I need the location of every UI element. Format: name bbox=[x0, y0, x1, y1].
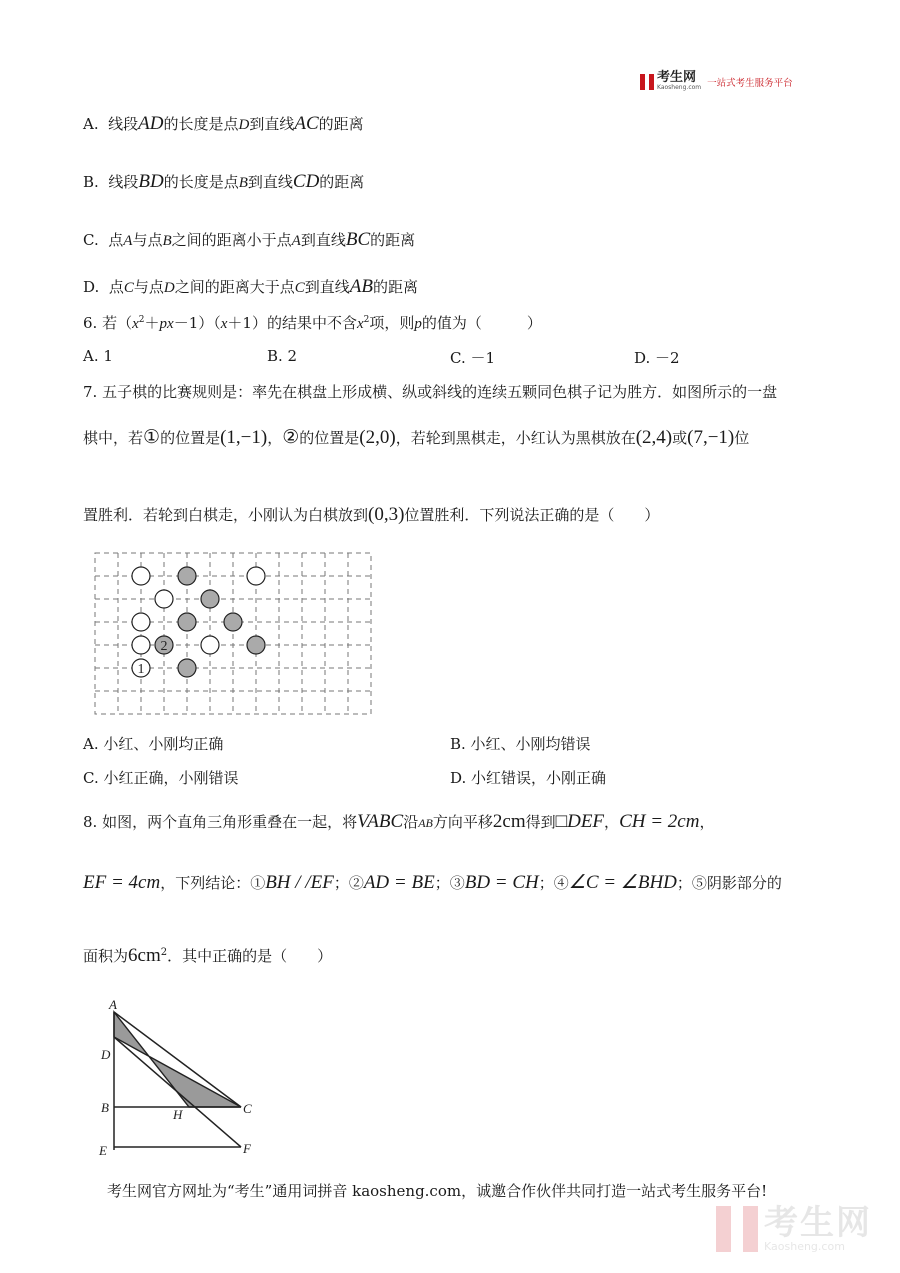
site-logo bbox=[640, 72, 793, 91]
white-stone bbox=[132, 567, 150, 585]
marker-2: 2 bbox=[160, 639, 168, 654]
watermark-title: 考生网 bbox=[764, 1203, 872, 1243]
white-stone bbox=[247, 567, 265, 585]
marker-1: 1 bbox=[137, 662, 145, 677]
label-e: E bbox=[99, 1143, 107, 1158]
watermark bbox=[716, 1205, 872, 1253]
label-f: F bbox=[243, 1141, 251, 1156]
q7-option-c: C. 小红正确，小刚错误 bbox=[83, 769, 239, 787]
logo-title: 考生网 bbox=[657, 70, 697, 85]
white-stone bbox=[132, 636, 150, 654]
gomoku-board bbox=[90, 548, 378, 720]
footer-text: 考生网官方网址为“考生”通用词拼音 kaosheng.com，诚邀合作伙伴共同打造一站式考生服务平台! bbox=[107, 1182, 768, 1200]
triangle-figure bbox=[95, 995, 270, 1165]
q6-option-b: B. 2 bbox=[267, 347, 298, 365]
q6-option-d: D. －2 bbox=[634, 349, 680, 367]
white-stone bbox=[132, 613, 150, 631]
white-stone bbox=[155, 590, 173, 608]
black-stone bbox=[178, 613, 196, 631]
watermark-domain: Kaosheng.com bbox=[764, 1240, 845, 1253]
q5-option-c: C. 点A与点B之间的距离小于点A到直线BC的距离 bbox=[83, 229, 416, 250]
q7-stem-line2: 棋中，若①的位置是(1,−1)，②的位置是(2,0)，若轮到黑棋走，小红认为黑棋放在(2,4)或(7,−1)位 bbox=[83, 426, 750, 448]
white-stone bbox=[201, 636, 219, 654]
logo-domain: Kaosheng.com bbox=[657, 84, 702, 91]
q7-stem-line3: 置胜利．若轮到白棋走，小刚认为白棋放到(0,3)位置胜利．下列说法正确的是（ ） bbox=[83, 504, 660, 525]
black-stone bbox=[178, 659, 196, 677]
logo-icon bbox=[640, 74, 654, 90]
label-d: D bbox=[101, 1047, 111, 1062]
q8-stem-line1: 8. 如图，两个直角三角形重叠在一起，将VABC沿AB方向平移2cm得到□DEF，CH = 2cm， bbox=[83, 811, 715, 832]
q8-stem-line2: EF = 4cm，下列结论：①BH / /EF；②AD = BE；③BD = CH；④∠C = ∠BHD；⑤阴影部分的 bbox=[83, 872, 782, 893]
q6-option-a: A. 1 bbox=[83, 347, 113, 365]
watermark-logo-icon bbox=[716, 1206, 758, 1252]
q6-stem: 6. 若$(x^2+px-1)(x+1)$的结果中不含$x^2$项，则p的值为（ ） bbox=[83, 314, 542, 332]
q5-option-a: A. 线段AD的长度是点D到直线AC的距离 bbox=[83, 113, 364, 134]
black-stone bbox=[224, 613, 242, 631]
q7-option-d: D. 小红错误，小刚正确 bbox=[450, 769, 607, 787]
label-h: H bbox=[173, 1107, 183, 1122]
label-b: B bbox=[101, 1100, 109, 1115]
q8-stem-line3: 面积为$6cm^2$．其中正确的是（ ） bbox=[83, 945, 333, 966]
label-a: A bbox=[109, 997, 117, 1012]
q7-option-b: B. 小红、小刚均错误 bbox=[450, 735, 591, 753]
label-c: C bbox=[243, 1101, 252, 1116]
q6-option-c: C. －1 bbox=[450, 349, 496, 367]
q5-option-d: D. 点C与点D之间的距离大于点C到直线AB的距离 bbox=[83, 276, 418, 297]
black-stone bbox=[247, 636, 265, 654]
black-stone bbox=[201, 590, 219, 608]
q5-option-b: B. 线段BD的长度是点B到直线CD的距离 bbox=[83, 171, 365, 192]
q7-stem-line1: 7. 五子棋的比赛规则是：率先在棋盘上形成横、纵或斜线的连续五颗同色棋子记为胜方．如图所示的一盘 bbox=[83, 383, 778, 401]
black-stone bbox=[178, 567, 196, 585]
logo-slogan: 一站式考生服务平台 bbox=[707, 77, 793, 89]
q7-option-a: A. 小红、小刚均正确 bbox=[83, 735, 224, 753]
